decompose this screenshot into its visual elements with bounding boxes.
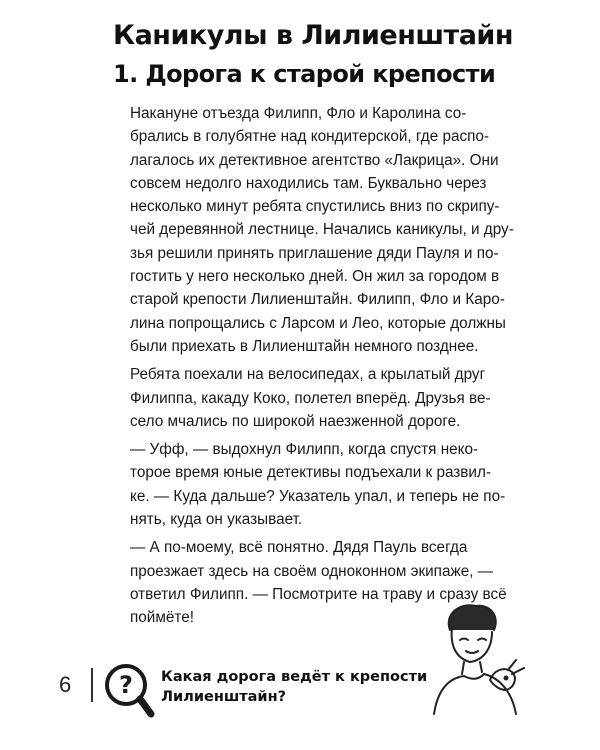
page-number-divider	[91, 668, 93, 702]
text-line: ке. — Куда дальше? Указатель упал, и теперь не по-	[130, 487, 506, 505]
story-text	[113, 102, 514, 635]
question-line: Какая дорога ведёт к крепости	[161, 669, 428, 685]
text-line: ответил Филипп. — Посмотрите на траву и сразу всё	[130, 585, 507, 603]
text-line: — А по-моему, всё понятно. Дядя Пауль всегда	[130, 539, 468, 557]
text-line: совсем недолго находились там. Буквально через	[130, 174, 487, 192]
text-line: несколько минут ребята спустились вниз по скрипу-	[130, 198, 500, 216]
text-line: — Уфф, — выдохнул Филипп, когда спустя неко-	[130, 441, 479, 459]
text-line: брались в голубятне над кондитерской, где распо-	[130, 128, 490, 146]
question-mark: ?	[119, 671, 133, 699]
paragraph-3	[113, 438, 506, 531]
magnifier-question-icon	[103, 662, 157, 722]
text-line: чей деревянной лестнице. Начались каникулы, и дру-	[130, 221, 514, 239]
text-line: Ребята поехали на велосипедах, а крылатый друг	[130, 366, 486, 384]
text-line: торое время юные детективы подъехали к развил-	[130, 464, 492, 482]
text-line: Филиппа, какаду Коко, полетел вперёд. Друзья ве-	[130, 389, 491, 407]
text-line: лагалось их детективное агентство «Лакрица». Они	[130, 151, 499, 169]
text-line: были приехать в Лилиенштайн немного позднее.	[130, 337, 479, 355]
question-line: Лилиенштайн?	[161, 689, 287, 705]
page-number: 6	[59, 672, 72, 697]
reader-question	[161, 667, 441, 707]
text-line: старой крепости Лилиенштайн. Филипп, Фло и Каро-	[130, 291, 505, 309]
text-line: проезжает здесь на своём одноконном экипаже, —	[130, 562, 494, 580]
text-line: нять, куда он указывает.	[130, 511, 303, 529]
text-line: село мчались по широкой наезженной дороге.	[130, 412, 461, 430]
text-line: поймёте!	[130, 609, 194, 627]
paragraph-2	[113, 363, 491, 433]
text-line: зья решили принять приглашение дяди Пауля и по-	[130, 244, 499, 262]
book-title: Каникулы в Лилиенштайн	[113, 20, 513, 51]
paragraph-1	[113, 102, 514, 358]
text-line: гостить у него несколько дней. Он жил за городом в	[130, 268, 500, 286]
text-line: лина попрощались с Ларсом и Лео, которые должны	[130, 314, 506, 332]
text-line: Накануне отъезда Филипп, Фло и Каролина со-	[130, 105, 467, 122]
chapter-title: 1. Дорога к старой крепости	[113, 60, 496, 88]
